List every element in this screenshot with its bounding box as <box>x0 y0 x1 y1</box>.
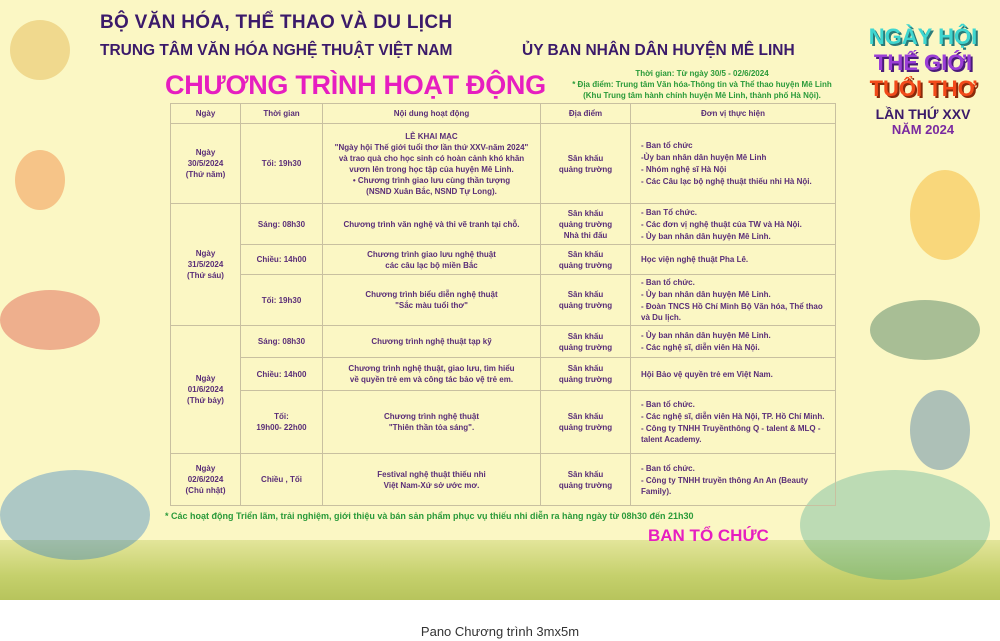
organizer-cell-line: - Ban tổ chức. <box>641 278 695 287</box>
table-row <box>171 275 836 326</box>
organizer-cell-line: Hội Bảo vệ quyền trẻ em Việt Nam. <box>641 369 773 379</box>
organizer-cell-line: - Đoàn TNCS Hồ Chí Minh Bộ Văn hóa, Thể thao và Du lịch. <box>641 302 823 322</box>
time-cell-line: Tối: 19h30 <box>261 295 302 305</box>
organizer-cell <box>631 204 836 245</box>
time-cell-line: Tối: <box>274 412 289 421</box>
table-row <box>171 454 836 506</box>
time-cell-line: Tối: 19h30 <box>261 159 302 168</box>
place-cell-line: Nhà thi đấu <box>563 230 608 240</box>
time-cell <box>241 204 323 245</box>
organizer-cell-line: - Nhóm nghệ sĩ Hà Nội <box>641 165 727 174</box>
ministry-heading: BỘ VĂN HÓA, THỂ THAO VÀ DU LỊCH <box>100 12 453 33</box>
column-header: Đơn vị thực hiện <box>631 104 836 124</box>
mascot-illustration <box>910 390 970 470</box>
organizer-label: BAN TỔ CHỨC <box>648 526 769 545</box>
place-cell-line: quảng trường <box>558 375 613 384</box>
content-cell <box>323 326 541 358</box>
child-bicycle-illustration <box>0 290 100 350</box>
organizer-cell <box>631 245 836 275</box>
organizer-cell-line: - Ban Tổ chức. <box>641 207 698 217</box>
content-cell-line: vươn lên trong học tập của huyện Mê Linh. <box>349 164 514 174</box>
content-cell-line: Việt Nam-Xứ sở ước mơ. <box>383 480 480 490</box>
organizer-cell-line: - Ủy ban nhân dân huyện Mê Linh. <box>641 231 771 241</box>
table-header-row <box>171 104 836 124</box>
place-cell <box>541 124 631 204</box>
column-header: Ngày <box>171 104 241 124</box>
table-row <box>171 124 836 204</box>
event-venue: * Địa điểm: Trung tâm Văn hóa-Thông tin và Thể thao huyện Mê Linh <box>572 80 832 89</box>
time-cell <box>241 391 323 454</box>
content-cell-line: Chương trình văn nghệ và thi vẽ tranh tại chỗ. <box>343 219 520 229</box>
content-cell-line: "Thiên thần tỏa sáng". <box>388 423 475 432</box>
content-cell-line: • Chương trình giao lưu cùng thần tượng <box>352 175 511 185</box>
table-row <box>171 358 836 391</box>
time-cell <box>241 245 323 275</box>
place-cell-line: Sân khấu <box>567 469 604 479</box>
logo-line: NGÀY HỘI <box>868 24 978 49</box>
place-cell <box>541 245 631 275</box>
organizer-cell <box>631 391 836 454</box>
place-cell <box>541 275 631 326</box>
organizer-cell-line: - Các nghệ sĩ, diễn viên Hà Nội, TP. Hồ Chí Minh. <box>641 412 825 421</box>
time-cell-line: Chiều , Tối <box>261 475 302 484</box>
place-cell <box>541 454 631 506</box>
content-cell-line: Chương trình nghệ thuật <box>383 412 480 421</box>
content-cell-line: Chương trình nghệ thuật tạp kỹ <box>371 337 492 346</box>
place-cell-line: Sân khấu <box>567 208 604 218</box>
content-cell-line: Chương trình biểu diễn nghệ thuật <box>365 290 498 299</box>
content-cell <box>323 454 541 506</box>
organizer-cell <box>631 275 836 326</box>
children-martial-arts-illustration <box>0 470 150 560</box>
content-cell-line: các câu lạc bộ miền Bắc <box>385 260 478 270</box>
date-cell-line: (Thứ bảy) <box>187 396 224 405</box>
content-cell <box>323 245 541 275</box>
organizer-cell <box>631 326 836 358</box>
organizer-cell-line: - Công ty TNHH Truyềnthông Q - talent & MLQ -talent Academy. <box>641 424 821 444</box>
page-title: CHƯƠNG TRÌNH HOẠT ĐỘNG <box>165 70 546 100</box>
organizer-cell-line: - Các Câu lạc bộ nghệ thuật thiếu nhi Hà Nội. <box>641 177 812 186</box>
plant-illustration <box>870 300 980 360</box>
column-header: Địa điểm <box>541 104 631 124</box>
organizer-cell-line: -Ủy ban nhân dân huyện Mê Linh <box>641 153 767 162</box>
organizer-cell-line: - Các nghệ sĩ, diễn viên Hà Nội. <box>641 343 760 352</box>
child-football-illustration <box>910 170 980 260</box>
table-row <box>171 391 836 454</box>
date-cell-line: Ngày <box>195 148 216 157</box>
content-cell <box>323 358 541 391</box>
schedule-table <box>170 103 836 506</box>
logo-year: NĂM 2024 <box>891 122 955 137</box>
content-cell-line: LỄ KHAI MẠC <box>405 131 458 141</box>
logo-edition: LẦN THỨ XXV <box>875 106 971 122</box>
content-cell-line: Festival nghệ thuật thiếu nhi <box>377 469 486 479</box>
date-cell <box>171 454 241 506</box>
content-cell-line: "Sắc màu tuổi thơ" <box>395 301 468 310</box>
organizer-cell-line: - Ban tổ chức. <box>641 463 695 473</box>
time-cell <box>241 358 323 391</box>
date-cell-line: 30/5/2024 <box>187 159 224 168</box>
place-cell-line: quảng trường <box>558 260 613 270</box>
time-cell <box>241 124 323 204</box>
event-info <box>562 68 842 101</box>
date-cell-line: (Chủ nhật) <box>185 486 226 495</box>
content-cell <box>323 204 541 245</box>
place-cell-line: quảng trường <box>558 219 613 229</box>
place-cell-line: Sân khấu <box>567 364 604 373</box>
time-cell-line: Sáng: 08h30 <box>257 219 306 229</box>
image-caption: Pano Chương trình 3mx5m <box>420 624 580 639</box>
organizer-cell-line: - Công ty TNHH truyền thông An An (Beauty Family). <box>641 475 808 496</box>
content-cell-line: (NSND Xuân Bắc, NSND Tự Long). <box>366 186 497 196</box>
place-cell-line: quảng trường <box>558 301 613 310</box>
center-heading: TRUNG TÂM VĂN HÓA NGHỆ THUẬT VIỆT NAM <box>100 42 453 59</box>
organizer-cell <box>631 124 836 204</box>
event-venue-detail: (Khu Trung tâm hành chính huyện Mê Linh, thành phố Hà Nội). <box>583 91 821 100</box>
place-cell <box>541 326 631 358</box>
place-cell <box>541 391 631 454</box>
time-cell <box>241 275 323 326</box>
logo-line: TUỔI THƠ <box>869 76 977 101</box>
place-cell <box>541 358 631 391</box>
time-cell-line: Chiều: 14h00 <box>256 255 307 264</box>
content-cell <box>323 124 541 204</box>
table-row <box>171 245 836 275</box>
table-row <box>171 326 836 358</box>
content-cell-line: và trao quà cho học sinh có hoàn cảnh khó khăn <box>338 153 525 163</box>
organizer-cell-line: - Ủy ban nhân dân huyện Mê Linh. <box>641 290 771 299</box>
content-cell-line: Chương trình nghệ thuật, giao lưu, tìm hiểu <box>348 364 515 373</box>
place-cell-line: Sân khấu <box>567 412 604 421</box>
content-cell-line: "Ngày hội Thế giới tuổi thơ lần thứ XXV-năm 2024" <box>334 142 529 152</box>
event-time: Thời gian: Từ ngày 30/5 - 02/6/2024 <box>635 69 769 78</box>
footer-note: * Các hoạt động Triển lãm, trải nghiệm, giới thiệu và bán sản phẩm phục vụ thiếu nhi diễn ra hàng ngày từ 08h30 đến 21h30 <box>165 511 694 521</box>
date-cell-line: (Thứ năm) <box>185 170 226 179</box>
place-cell-line: Sân khấu <box>567 290 604 299</box>
child-tennis-illustration <box>15 150 65 210</box>
time-cell-line: Chiều: 14h00 <box>256 369 307 379</box>
place-cell-line: quảng trường <box>558 423 613 432</box>
organizer-cell-line: - Các đơn vị nghệ thuật của TW và Hà Nội. <box>641 219 802 229</box>
place-cell-line: quảng trường <box>558 480 613 490</box>
date-cell <box>171 326 241 454</box>
festival-logo <box>848 24 998 137</box>
date-cell-line: Ngày <box>195 249 216 258</box>
column-header: Thời gian <box>241 104 323 124</box>
content-cell <box>323 391 541 454</box>
content-cell-line: Chương trình giao lưu nghệ thuật <box>367 249 496 259</box>
date-cell <box>171 124 241 204</box>
table-row <box>171 204 836 245</box>
place-cell-line: Sân khấu <box>567 153 604 163</box>
content-cell-line: về quyền trẻ em và công tác bảo vệ trẻ em. <box>349 375 514 384</box>
place-cell-line: quảng trường <box>558 342 613 352</box>
organizer-cell <box>631 454 836 506</box>
organizer-cell-line: Học viện nghệ thuật Pha Lê. <box>641 255 749 264</box>
time-cell-line: Sáng: 08h30 <box>257 337 306 346</box>
logo-line: THẾ GIỚI <box>873 50 973 75</box>
date-cell-line: 01/6/2024 <box>187 385 224 394</box>
organizer-cell-line: - Ủy ban nhân dân huyện Mê Linh. <box>641 331 771 340</box>
flower-illustration <box>10 20 70 80</box>
time-cell-line: 19h00- 22h00 <box>256 423 307 432</box>
date-cell <box>171 204 241 326</box>
content-cell <box>323 275 541 326</box>
column-header: Nội dung hoạt động <box>323 104 541 124</box>
date-cell-line: Ngày <box>195 464 216 473</box>
date-cell-line: 02/6/2024 <box>187 475 224 484</box>
committee-heading: ỦY BAN NHÂN DÂN HUYỆN MÊ LINH <box>522 42 795 59</box>
organizer-cell <box>631 358 836 391</box>
schedule-section <box>165 103 845 546</box>
place-cell <box>541 204 631 245</box>
time-cell <box>241 326 323 358</box>
date-cell-line: 31/5/2024 <box>187 260 224 269</box>
place-cell-line: Sân khấu <box>567 331 604 341</box>
time-cell <box>241 454 323 506</box>
organizer-cell-line: - Ban tổ chức <box>641 141 693 150</box>
place-cell-line: quảng trường <box>558 164 613 174</box>
date-cell-line: Ngày <box>195 374 216 383</box>
date-cell-line: (Thứ sáu) <box>187 271 224 280</box>
organizer-cell-line: - Ban tổ chức. <box>641 400 695 409</box>
place-cell-line: Sân khấu <box>567 249 604 259</box>
